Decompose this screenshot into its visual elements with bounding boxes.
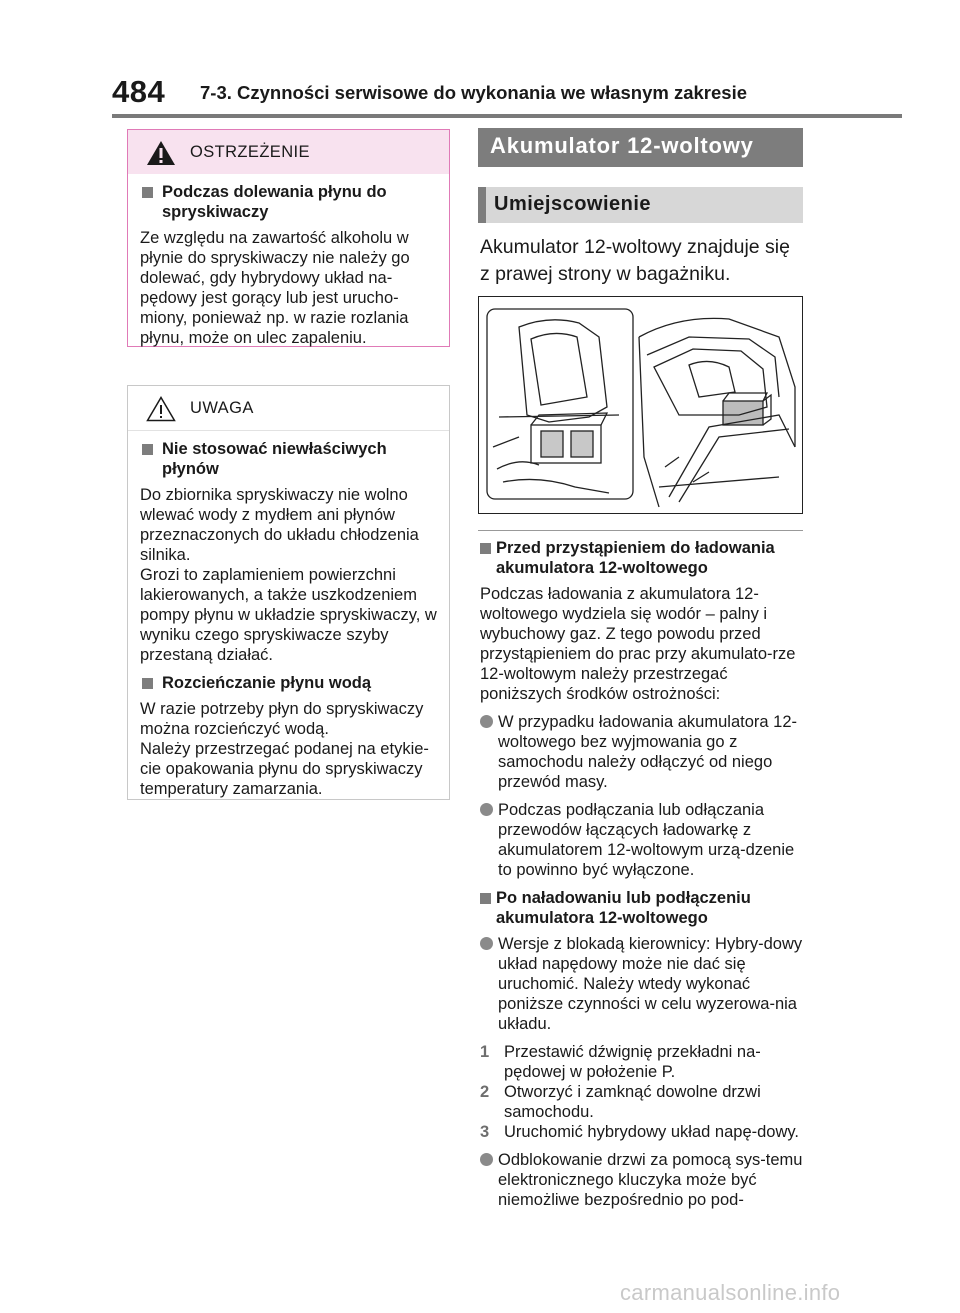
warning-box [127, 129, 450, 347]
chapter-title: Akumulator 12-woltowy [490, 133, 754, 158]
header-rule [112, 114, 902, 118]
square-bullet-icon [142, 187, 153, 198]
step-item: 3 Uruchomić hybrydowy układ napę-dowy. [480, 1123, 799, 1141]
caution-text-2: W razie potrzeby płyn do spryskiwaczy można rozcieńczyć wodą. [140, 700, 424, 738]
intro-text: Akumulator 12-woltowy znajduje się z prawej strony w bagażniku. [480, 236, 790, 285]
warning-triangle-icon [146, 140, 176, 166]
battery-instructions [480, 538, 805, 1218]
bullet-item: Wersje z blokadą kierownicy: Hybry-dowy układ napędowy może nie dać się uruchomić. Należy wtedy wykonać poniższe czynności w celu wyzerowa-nia układu. [480, 934, 805, 1034]
warning-header [128, 130, 449, 174]
bullet-item: W przypadku ładowania akumulatora 12-woltowego bez wyjmowania go z samochodu należy odłączyć od niego przewód masy. [480, 712, 805, 792]
caution-header [128, 386, 449, 431]
square-bullet-icon [142, 444, 153, 455]
caution-heading: UWAGA [190, 399, 254, 417]
after-charging-heading: Po naładowaniu lub podłączeniu akumulatora 12-woltowego [480, 888, 805, 928]
divider [478, 530, 803, 531]
warning-heading: OSTRZEŻENIE [190, 143, 310, 161]
caution-text-2b: Należy przestrzegać podanej na etykie-cie opakowania płynu do spryskiwaczy temperatury zamarzania. [140, 740, 429, 798]
bullet-item: Odblokowanie drzwi za pomocą sys-temu elektronicznego kluczyka może być niemożliwe bezpośrednio po pod- [480, 1150, 805, 1210]
subtitle: Umiejscowienie [494, 193, 652, 215]
caution-subheading-1: Nie stosować niewłaściwych płynów [140, 439, 441, 479]
step-item: 2 Otworzyć i zamknąć dowolne drzwi samochodu. [480, 1083, 761, 1121]
watermark: carmanualsonline.info [620, 1280, 841, 1305]
section-title: 7-3. Czynności serwisowe do wykonania we własnym zakresie [200, 82, 747, 103]
subtitle-bar [478, 187, 486, 223]
round-bullet-icon [480, 937, 493, 950]
warning-subheading: Podczas dolewania płynu do spryskiwaczy [140, 182, 441, 222]
before-charging-text: Podczas ładowania z akumulatora 12-woltowego wydziela się wodór – palny i wybuchowy gaz. Z tego powodu przed przystąpieniem do prac przy akumulato-rze 12-woltowym należy przestrzegać poniższych środków ostrożności: [480, 585, 796, 703]
square-bullet-icon [142, 678, 153, 689]
bullet-item: Podczas podłączania lub odłączania przewodów łączących ładowarkę z akumulatorem 12-woltowym urzą-dzenie to powinno być wyłączone. [480, 800, 805, 880]
chapter-title-band [478, 128, 803, 167]
page-number: 484 [112, 74, 166, 109]
round-bullet-icon [480, 1153, 493, 1166]
caution-box [127, 385, 450, 800]
square-bullet-icon [480, 543, 491, 554]
before-charging-heading: Przed przystąpieniem do ładowania akumulatora 12-woltowego [480, 538, 805, 578]
step-list [480, 1042, 805, 1142]
warning-text: Ze względu na zawartość alkoholu w płynie do spryskiwaczy nie należy go dolewać, gdy hybrydowy układ na-pędowy jest gorący lub jest urucho-miony, ponieważ np. w razie rozlania płynu, może on ulec zapaleniu. [140, 229, 410, 347]
trunk-battery-drawing [479, 297, 801, 512]
caution-text-1: Do zbiornika spryskiwaczy nie wolno wlewać wody z mydłem ani płynów przeznaczonych do układu chłodzenia silnika. [140, 486, 419, 564]
square-bullet-icon [480, 893, 491, 904]
battery-location-illustration [478, 296, 803, 514]
caution-subheading-2: Rozcieńczanie płynu wodą [140, 673, 441, 693]
round-bullet-icon [480, 715, 493, 728]
caution-triangle-icon [146, 396, 176, 422]
round-bullet-icon [480, 803, 493, 816]
subtitle-band [478, 187, 803, 223]
caution-text-1b: Grozi to zaplamieniem powierzchni lakierowanych, a także uszkodzeniem pompy płynu w układzie spryskiwaczy, w wyniku czego spryskiwacze szyby przestaną działać. [140, 566, 437, 664]
step-item: 1 Przestawić dźwignię przekładni na-pędowej w położenie P. [480, 1043, 761, 1081]
